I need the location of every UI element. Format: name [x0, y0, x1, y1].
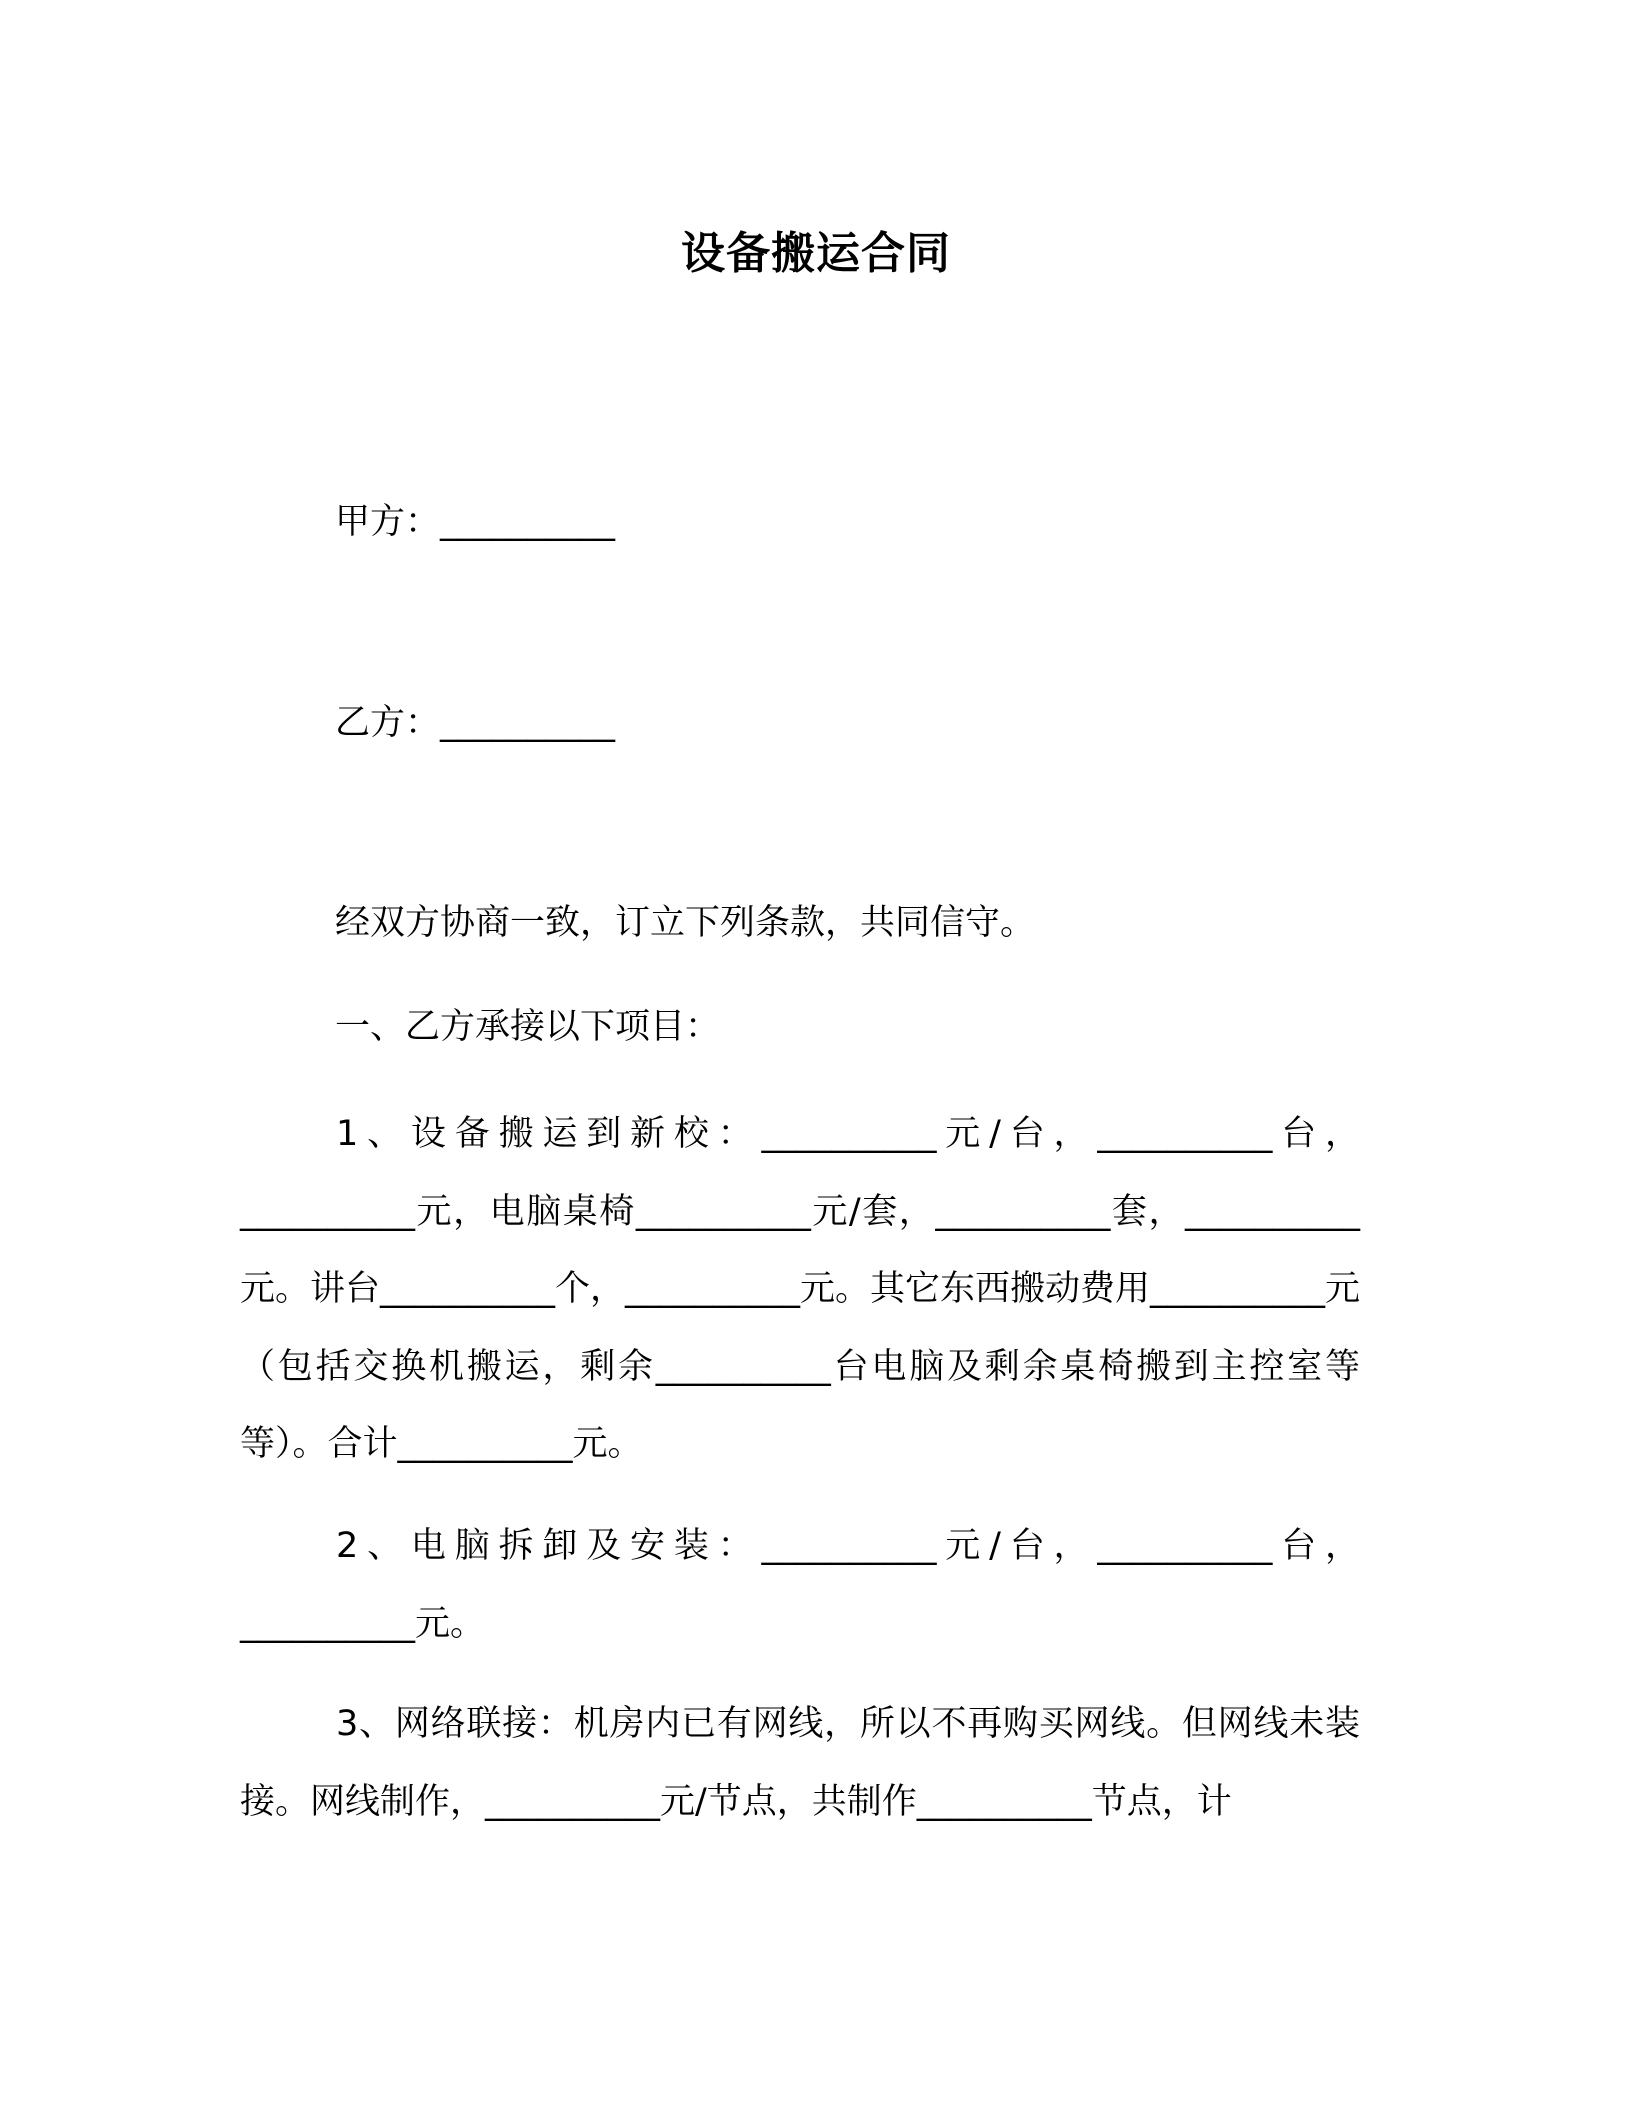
intro-paragraph: 经双方协商一致，订立下列条款，共同信守。 [335, 903, 1036, 943]
item-3-text: 3、网络联接：机房内已有网线，所以不再购买网线。但网线未装接。网线制作，__________元/节点，共制作__________节点，计 [240, 1704, 1360, 1822]
item-2-paragraph [240, 1508, 1360, 1663]
party-b-line: 乙方：__________ [335, 703, 616, 743]
item-1-paragraph [240, 1096, 1360, 1484]
section-1-heading: 一、乙方承接以下项目： [335, 1007, 721, 1047]
item-2-text: 2、电脑拆卸及安装：__________元/台，__________台，__________元。 [240, 1526, 1360, 1644]
document-title: 设备搬运合同 [681, 228, 951, 279]
party-a-line: 甲方：__________ [335, 502, 616, 542]
item-1-text: 1、设备搬运到新校：__________元/台，__________台，__________元，电脑桌椅__________元/套，__________套，__________元。讲台__________个，__________元。其它东西搬动费用__________元（包括交换机搬运，剩余__________台电脑及剩余桌椅搬到主控室等等）。合计__________元。 [240, 1114, 1361, 1465]
item-3-paragraph [240, 1686, 1360, 1841]
